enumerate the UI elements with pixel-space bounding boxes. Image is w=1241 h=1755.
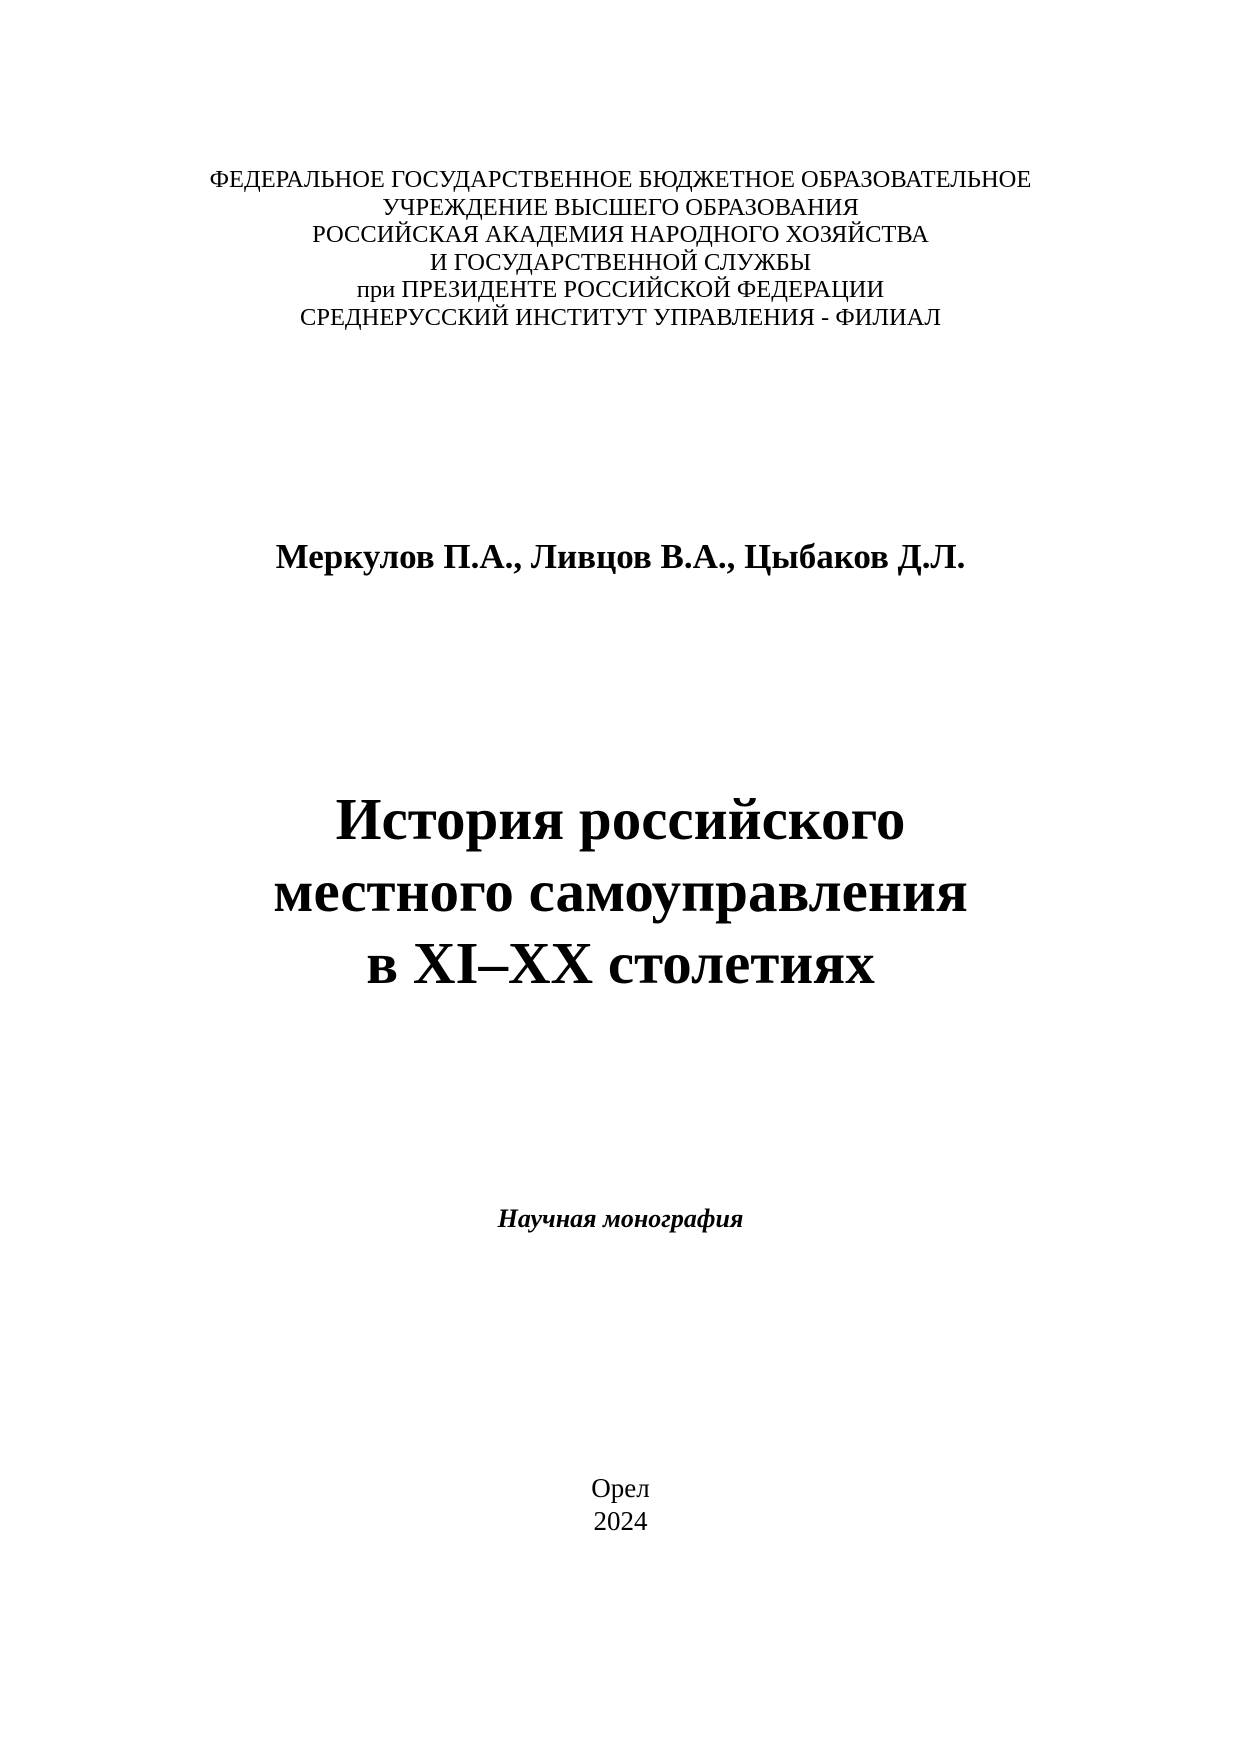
authors: Меркулов П.А., Ливцов В.А., Цыбаков Д.Л. xyxy=(275,537,966,576)
institution-line: РОССИЙСКАЯ АКАДЕМИЯ НАРОДНОГО ХОЗЯЙСТВА xyxy=(312,221,929,248)
publication-type: Научная монография xyxy=(497,1204,744,1233)
imprint xyxy=(0,1472,1241,1538)
book-title xyxy=(0,783,1241,999)
book-title-line: местного самоуправления xyxy=(273,858,968,924)
institution-line: СРЕДНЕРУССКИЙ ИНСТИТУТ УПРАВЛЕНИЯ - ФИЛИАЛ xyxy=(299,303,941,331)
institution-line: при ПРЕЗИДЕНТЕ РОССИЙСКОЙ ФЕДЕРАЦИИ xyxy=(356,276,885,303)
book-title-line: в XI–XX столетиях xyxy=(366,930,875,996)
imprint-year: 2024 xyxy=(593,1506,648,1536)
institution-line: ФЕДЕРАЛЬНОЕ ГОСУДАРСТВЕННОЕ БЮДЖЕТНОЕ ОБРАЗОВАТЕЛЬНОЕ xyxy=(209,166,1032,193)
institution-block xyxy=(0,166,1241,331)
book-title-line: История российского xyxy=(335,786,906,852)
imprint-city: Орел xyxy=(591,1473,650,1503)
institution-line: УЧРЕЖДЕНИЕ ВЫСШЕГО ОБРАЗОВАНИЯ xyxy=(382,193,859,221)
institution-line: И ГОСУДАРСТВЕННОЙ СЛУЖБЫ xyxy=(429,248,812,276)
